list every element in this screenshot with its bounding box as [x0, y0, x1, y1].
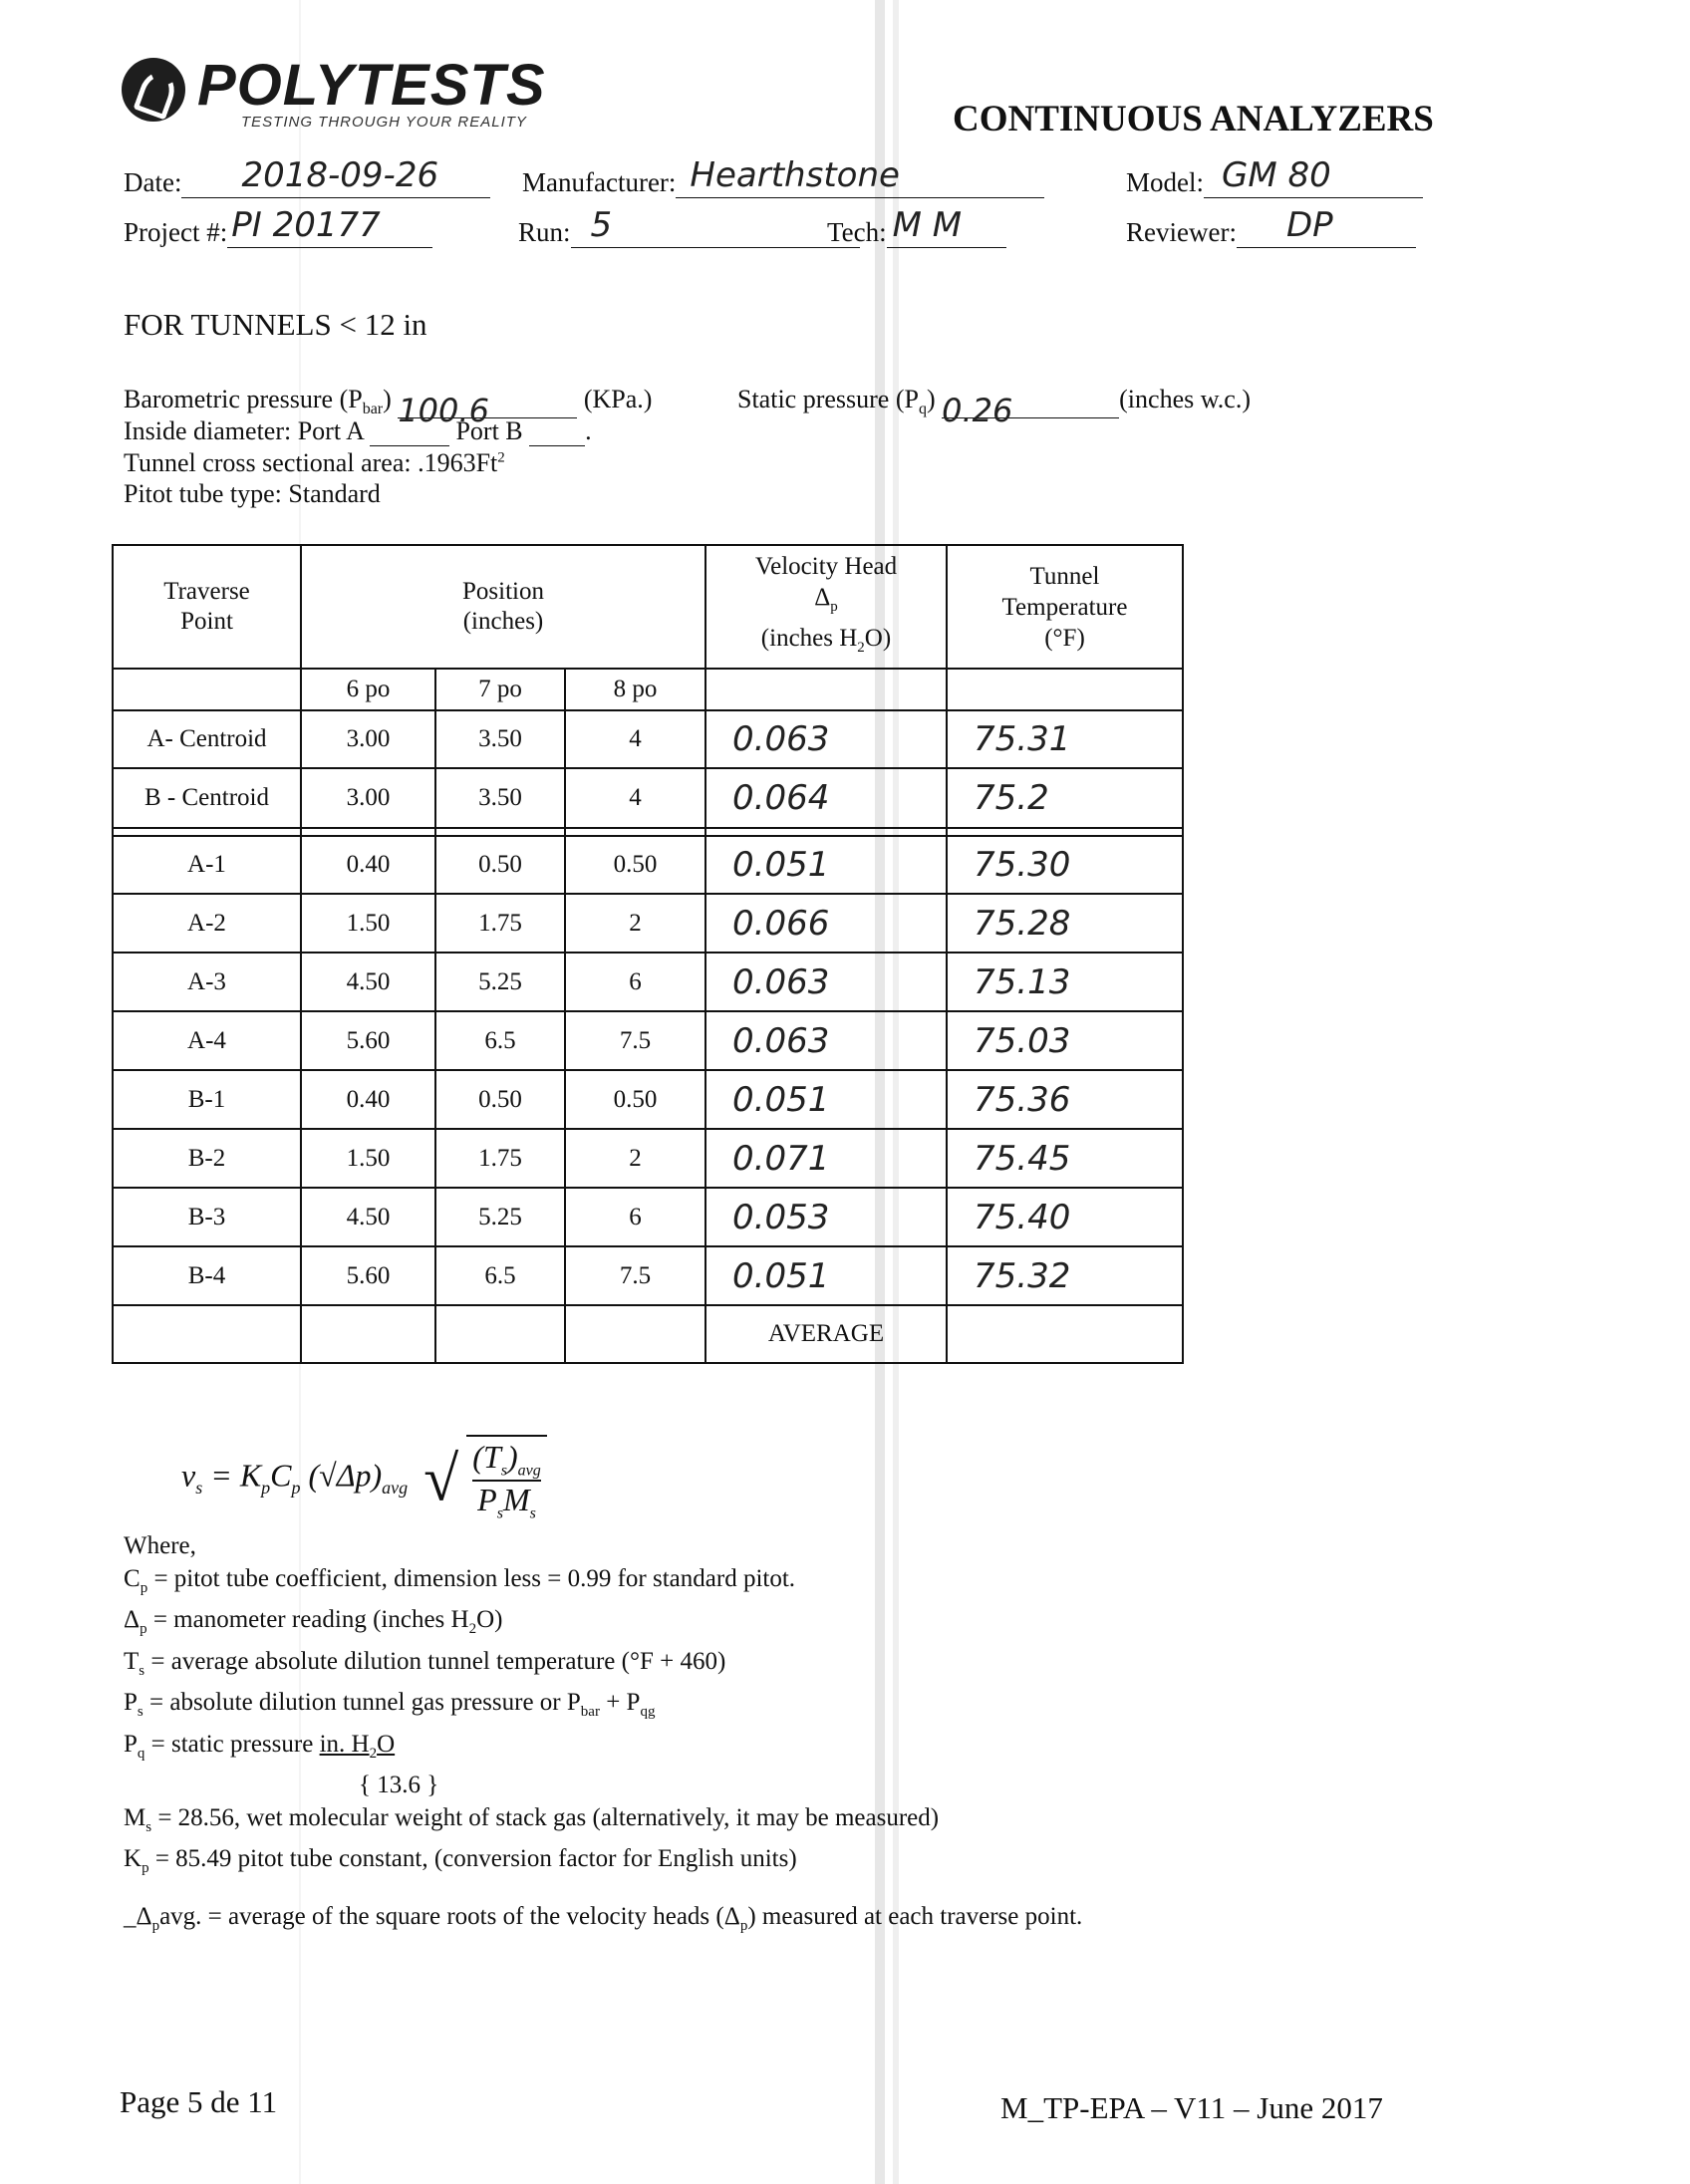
barometric-value: 100.6 — [398, 392, 489, 430]
model-field: Model: GM 80 — [1126, 167, 1423, 198]
def-cp: $C_p$ = pitot tube coefficient, dimension less = 0.99 for standard pitot. — [124, 1564, 796, 1596]
table-row: B-2 1.50 1.75 2 0.071 75.45 — [113, 1129, 1183, 1188]
table-row: B-1 0.40 0.50 0.50 0.051 75.36 — [113, 1070, 1183, 1129]
velocity-head-value: 0.051 — [705, 1246, 947, 1305]
def-dp: $\Delta_p$ = manometer reading (inches $H_2O$) — [124, 1606, 503, 1637]
table-row: A-1 0.40 0.50 0.50 0.051 75.30 — [113, 836, 1183, 894]
model-value: GM 80 — [1222, 155, 1331, 195]
page-number: Page 5 de 11 — [120, 2084, 278, 2119]
cross-sectional-area: Tunnel cross sectional area: .1963Ft$^2$ — [124, 448, 505, 477]
average-row — [113, 1305, 1183, 1363]
table-row: B - Centroid 3.00 3.50 4 0.064 75.2 — [113, 768, 1183, 828]
velocity-head-value: 0.066 — [705, 894, 947, 953]
project-value: PI 20177 — [231, 205, 381, 245]
temperature-value: 75.31 — [947, 710, 1183, 768]
def-pq: $P_q$ = static pressure in. $H_2O$ — [124, 1730, 396, 1762]
table-row: B-3 4.50 5.25 6 0.053 75.40 — [113, 1188, 1183, 1246]
header-velocity-head: Velocity Head $\Delta_p$ (inches $H_2O$) — [705, 545, 947, 669]
def-ms: $M_s = 28.56$, wet molecular weight of stack gas (alternatively, it may be measured) — [124, 1803, 940, 1835]
manufacturer-field: Manufacturer: Hearthstone — [522, 167, 1044, 198]
traverse-table — [112, 544, 1184, 1364]
sqrt-sign: √ — [423, 1443, 459, 1514]
table-row: A-2 1.50 1.75 2 0.066 75.28 — [113, 894, 1183, 953]
date-value: 2018-09-26 — [241, 155, 439, 195]
def-pq-denominator: { 13.6 } — [359, 1772, 439, 1798]
table-row: A- Centroid 3.00 3.50 4 0.063 75.31 — [113, 710, 1183, 768]
pitot-type: Pitot tube type: Standard — [124, 479, 381, 508]
reviewer-field: Reviewer: DP — [1126, 217, 1416, 248]
velocity-head-value: 0.063 — [705, 953, 947, 1011]
temperature-value: 75.40 — [947, 1188, 1183, 1246]
position-subheader-row — [113, 669, 1183, 710]
static-value: 0.26 — [942, 392, 1013, 430]
barometric-pressure: Barometric pressure $(P_{bar})$ 100.6 (KPa.) — [124, 385, 653, 430]
temperature-value: 75.28 — [947, 894, 1183, 953]
polytests-logo — [122, 53, 560, 137]
logo-icon — [122, 58, 185, 122]
subheader-6po: 6 po — [301, 669, 435, 710]
date-field: Date: 2018-09-26 — [124, 167, 490, 198]
static-pressure: Static pressure $(P_q)$ 0.26 (inches w.c.) — [737, 385, 1252, 430]
average-value — [947, 1305, 1183, 1363]
temperature-value: 75.2 — [947, 768, 1183, 828]
document-id: M_TP-EPA – V11 – June 2017 — [1000, 2090, 1383, 2125]
sqrt-fraction: √ $(T_s)_{avg}$ $P_sM_s$ — [423, 1435, 547, 1523]
velocity-head-value: 0.063 — [705, 1011, 947, 1070]
def-ps: $P_s$ = absolute dilution tunnel gas pressure or $P_{bar} + P_{qg}$ — [124, 1689, 656, 1720]
velocity-head-value: 0.051 — [705, 836, 947, 894]
temperature-value: 75.45 — [947, 1129, 1183, 1188]
temperature-value: 75.32 — [947, 1246, 1183, 1305]
temperature-value: 75.30 — [947, 836, 1183, 894]
header-traverse-point: Traverse Point — [113, 545, 301, 669]
table-row: A-3 4.50 5.25 6 0.063 75.13 — [113, 953, 1183, 1011]
document-title: CONTINUOUS ANALYZERS — [953, 99, 1434, 139]
table-row: B-4 5.60 6.5 7.5 0.051 75.32 — [113, 1246, 1183, 1305]
manufacturer-value: Hearthstone — [690, 155, 900, 195]
velocity-head-value: 0.064 — [705, 768, 947, 828]
table-header-row — [113, 545, 1183, 669]
def-ts: $T_s$ = average absolute dilution tunnel temperature (°F + 460) — [124, 1647, 726, 1679]
run-field: Run: 5 — [518, 217, 860, 248]
temperature-value: 75.03 — [947, 1011, 1183, 1070]
run-value: 5 — [590, 205, 613, 245]
velocity-formula: $v_s = K_pC_p$ $(√\Delta p)_{avg}$ √ $(T_s)_{avg}$ $P_sM_s$ — [181, 1435, 547, 1523]
velocity-head-value: 0.051 — [705, 1070, 947, 1129]
def-kp: $K_p = 85.49$ pitot tube constant, (conversion factor for English units) — [124, 1845, 797, 1876]
project-field: Project #: PI 20177 — [124, 217, 432, 248]
velocity-head-value: 0.063 — [705, 710, 947, 768]
def-avg: $\_\Delta_pavg$. = average of the square roots of the velocity heads $(\Delta_p)$ measured at each traverse point. — [124, 1902, 1083, 1934]
header-position: Position (inches) — [301, 545, 705, 669]
subheader-7po: 7 po — [435, 669, 565, 710]
inside-diameter: Inside diameter: Port A Port B . — [124, 416, 592, 445]
header-tunnel-temperature: Tunnel Temperature (°F) — [947, 545, 1183, 669]
reviewer-value: DP — [1285, 205, 1333, 245]
velocity-head-value: 0.053 — [705, 1188, 947, 1246]
velocity-head-value: 0.071 — [705, 1129, 947, 1188]
section-title: FOR TUNNELS < 12 in — [124, 307, 427, 342]
table-row: A-4 5.60 6.5 7.5 0.063 75.03 — [113, 1011, 1183, 1070]
table-spacer-row — [113, 828, 1183, 836]
logo-tagline: TESTING THROUGH YOUR REALITY — [241, 114, 527, 131]
average-label: AVERAGE — [705, 1305, 947, 1363]
tech-field: Tech: M M — [827, 217, 1006, 248]
subheader-8po: 8 po — [565, 669, 705, 710]
temperature-value: 75.13 — [947, 953, 1183, 1011]
logo-text: POLYTESTS — [197, 53, 546, 118]
temperature-value: 75.36 — [947, 1070, 1183, 1129]
definitions: Where, $C_p$ = pitot tube coefficient, dimension less = 0.99 for standard pitot. $\Delta_p$ = manometer reading (inches $H_2O$) $T_s$ = average absolute dilution tunnel temperature (°F + 460) $P_s$ = absolute dilution tunnel gas pressure or $P_{bar} + P_{qg}$ $P_q$ = static pressure in. $H_2O$ { 13.6 } $M_s = 28.56$, wet molecular weight of stack gas (alternatively, it may be measured) $K_p = 85.49$ pitot tube constant, (conversion factor for English units) $\_\Delta_pavg$. = average of the square roots of the velocity heads $(\Delta_p)$ measured at each traverse point. — [124, 1530, 1082, 1942]
tech-value: M M — [892, 205, 963, 245]
